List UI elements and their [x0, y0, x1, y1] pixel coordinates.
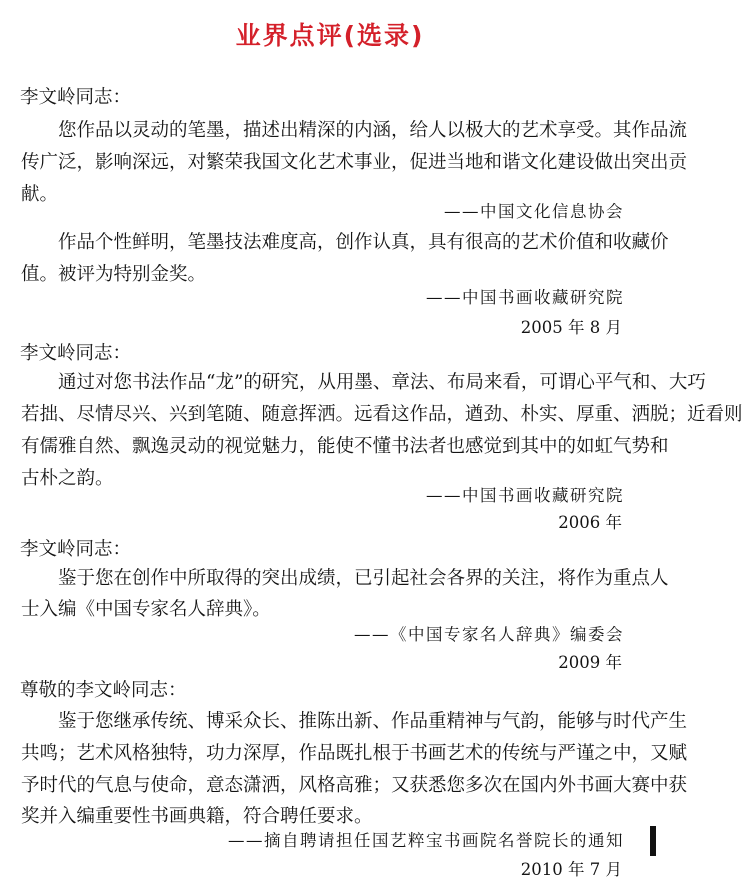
signature: ——《中国专家名人辞典》编委会	[354, 625, 624, 644]
paragraph-line: 士入编《中国专家名人辞典》。	[21, 599, 271, 620]
paragraph-line: 共鸣；艺术风格独特，功力深厚，作品既扎根于书画艺术的传统与严谨之中，又赋	[21, 743, 688, 764]
salutation: 李文岭同志：	[20, 343, 132, 364]
date: 2006 年	[558, 513, 622, 532]
salutation: 李文岭同志：	[20, 87, 132, 108]
date: 2009 年	[558, 653, 622, 672]
paragraph-line: 通过对您书法作品“龙”的研究，从用墨、章法、布局来看，可谓心平气和、大巧	[58, 372, 706, 393]
paragraph-line: 予时代的气息与使命，意态潇洒，风格高雅；又获悉您多次在国内外书画大赛中获	[21, 775, 688, 796]
paragraph-line: 值。被评为特别金奖。	[21, 264, 207, 285]
signature: ——中国书画收藏研究院	[426, 486, 624, 505]
signature: ——摘自聘请担任国艺粹宝书画院名誉院长的通知	[228, 831, 624, 850]
paragraph-line: 鉴于您继承传统、博采众长、推陈出新、作品重精神与气韵，能够与时代产生	[58, 711, 688, 732]
paragraph-line: 若拙、尽情尽兴、兴到笔随、随意挥洒。远看这作品，遒劲、朴实、厚重、洒脱；近看则	[21, 404, 743, 425]
signature: ——中国书画收藏研究院	[426, 288, 624, 307]
paragraph-line: 古朴之韵。	[21, 468, 114, 489]
paragraph-line: 传广泛，影响深远，对繁荣我国文化艺术事业，促进当地和谐文化建设做出突出贡	[21, 152, 688, 173]
date: 2005 年 8 月	[520, 318, 622, 337]
paragraph-line: 有儒雅自然、飘逸灵动的视觉魅力，能使不懂书法者也感觉到其中的如虹气势和	[21, 436, 669, 457]
page-edge-mark	[650, 826, 656, 856]
paragraph-line: 鉴于您在创作中所取得的突出成绩，已引起社会各界的关注，将作为重点人	[58, 568, 669, 589]
date: 2010 年 7 月	[520, 860, 622, 879]
paragraph-line: 作品个性鲜明，笔墨技法难度高，创作认真，具有很高的艺术价值和收藏价	[58, 232, 669, 253]
paragraph-line: 奖并入编重要性书画典籍，符合聘任要求。	[21, 806, 373, 827]
paragraph-line: 您作品以灵动的笔墨，描述出精深的内涵，给人以极大的艺术享受。其作品流	[58, 120, 688, 141]
salutation: 尊敬的李文岭同志：	[20, 680, 187, 701]
page-title: 业界点评(选录)	[235, 21, 425, 50]
signature: ——中国文化信息协会	[444, 202, 624, 221]
salutation: 李文岭同志：	[20, 539, 132, 560]
paragraph-line: 献。	[21, 184, 59, 205]
